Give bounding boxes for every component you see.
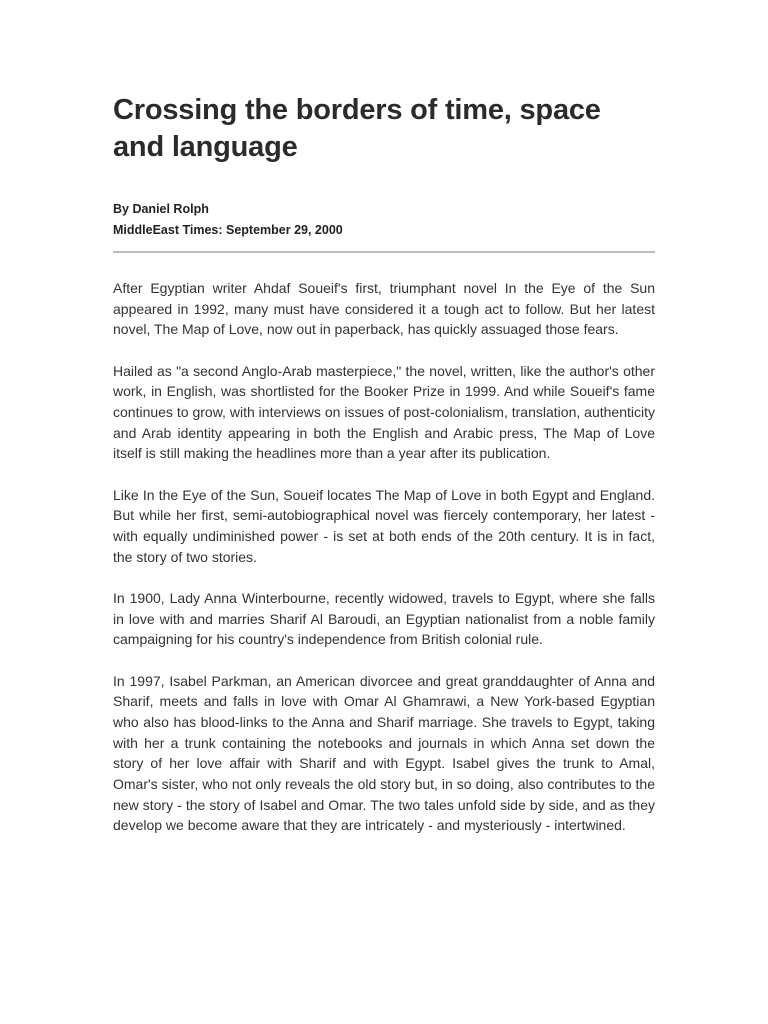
divider	[113, 251, 655, 253]
byline: By Daniel Rolph	[113, 202, 209, 216]
article	[113, 92, 655, 857]
paragraph: After Egyptian writer Ahdaf Soueif's first, triumphant novel In the Eye of the Sun appeared in 1992, many must have considered it a tough act to follow. But her latest novel, The Map of Love, now out in paperback, has quickly assuaged those fears.	[113, 280, 655, 338]
article-body	[113, 278, 655, 836]
article-meta	[113, 199, 655, 241]
paragraph: In 1900, Lady Anna Winterbourne, recently widowed, travels to Egypt, where she falls in love with and marries Sharif Al Baroudi, an Egyptian nationalist from a noble family campaigning for his country's independence from British colonial rule.	[113, 589, 655, 648]
article-title: Crossing the borders of time, space and language	[113, 94, 601, 163]
paragraph: In 1997, Isabel Parkman, an American divorcee and great granddaughter of Anna and Sharif, meets and falls in love with Omar Al Ghamrawi, a New York-based Egyptian who also has blood-links to the Anna and Sharif marriage. She travels to Egypt, taking with her a trunk containing the notebooks and journals in which Anna set down the story of her love affair with Sharif and with Egypt. Isabel gives the trunk to Amal, Omar's sister, who not only reveals the old story but, in so doing, also contributes to the new story - the story of Isabel and Omar. The two tales unfold side by side, and as they develop we become aware that they are intricately - and mysteriously - intertwined.	[113, 672, 655, 834]
paragraph: Hailed as "a second Anglo-Arab masterpiece," the novel, written, like the author's other work, in English, was shortlisted for the Booker Prize in 1999. And while Soueif's fame continues to grow, with interviews on issues of post-colonialism, translation, authenticity and Arab identity appearing in both the English and Arabic press, The Map of Love itself is still making the headlines more than a year after its publication.	[113, 362, 655, 462]
paragraph: Like In the Eye of the Sun, Soueif locates The Map of Love in both Egypt and England. But while her first, semi-autobiographical novel was fiercely contemporary, her latest - with equally undiminished power - is set at both ends of the 20th century. It is in fact, the story of two stories.	[113, 486, 655, 565]
source-date: MiddleEast Times: September 29, 2000	[113, 223, 343, 237]
